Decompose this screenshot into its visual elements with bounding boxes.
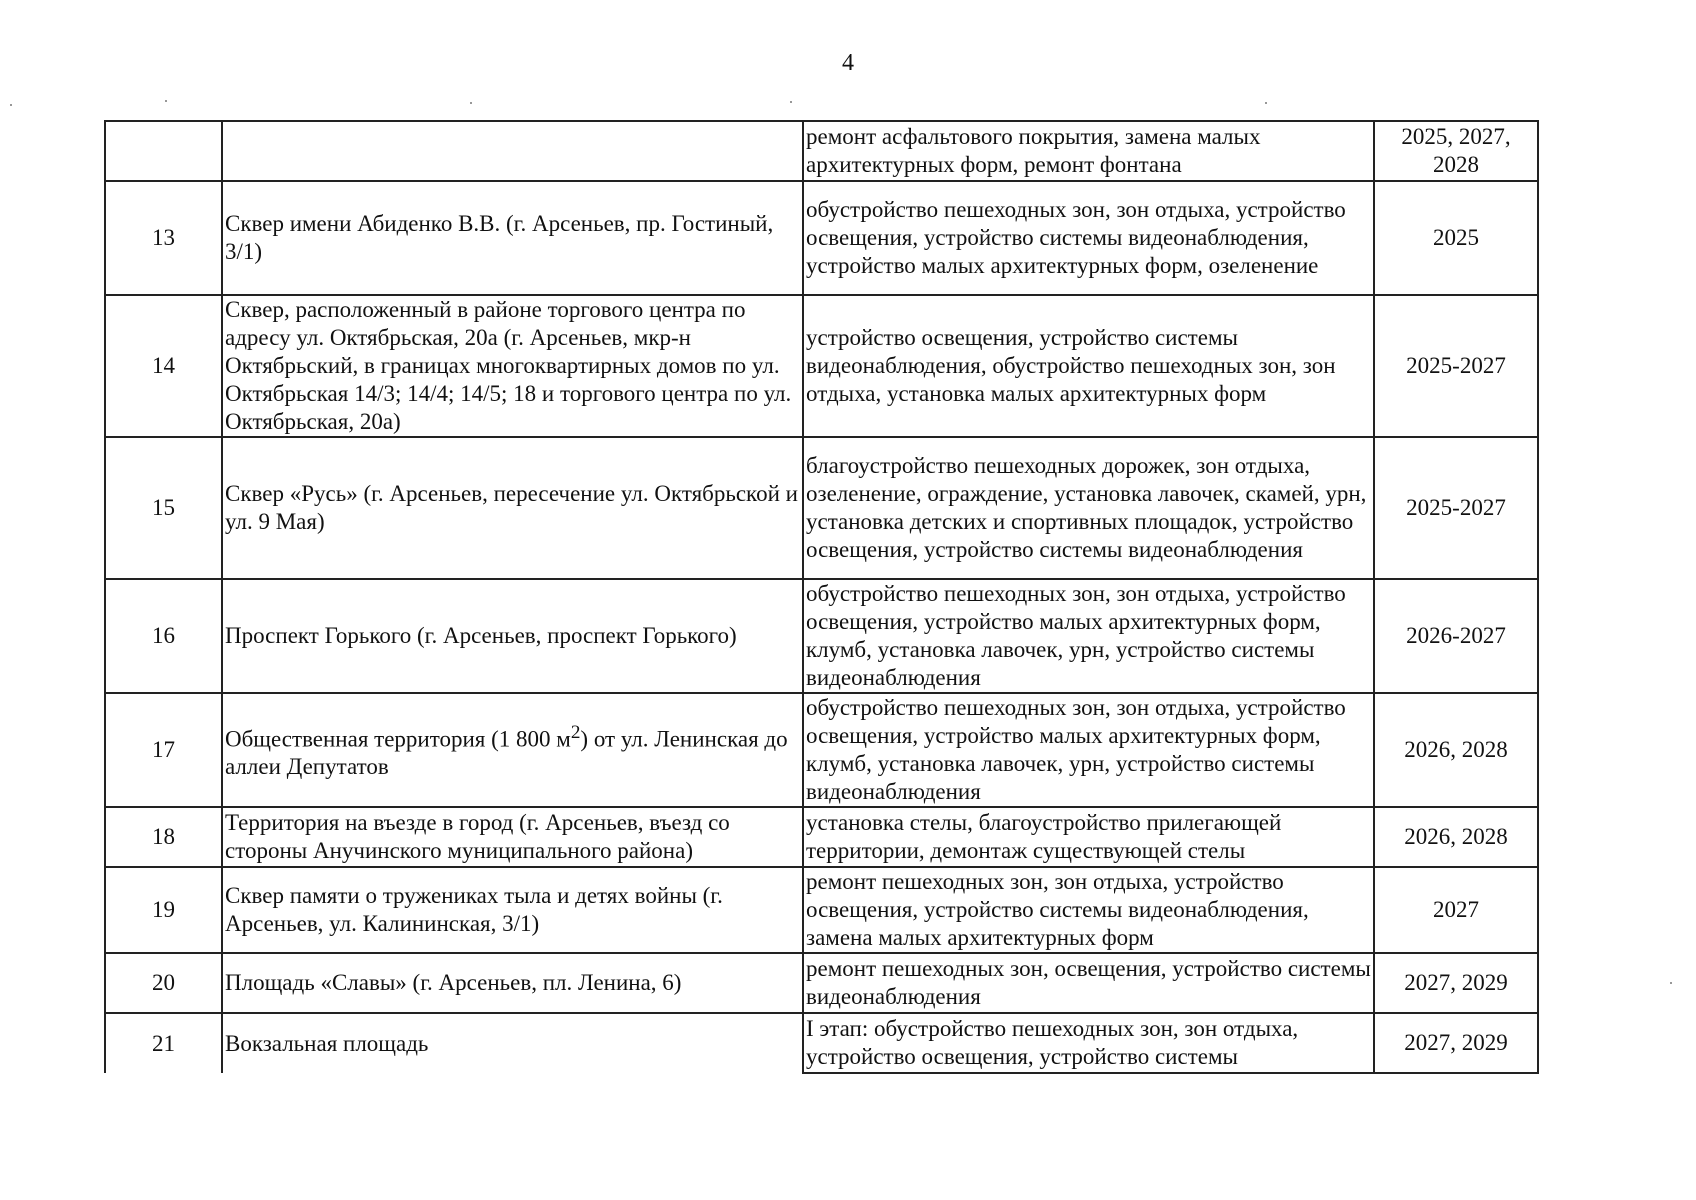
row-number-cell: 18 (105, 807, 222, 867)
years-cell: 2027 (1374, 867, 1538, 953)
territory-name-text: Общественная территория (1 800 м (225, 726, 571, 752)
row-number-cell: 14 (105, 295, 222, 437)
table-row (105, 807, 1538, 867)
scan-artifact (1670, 982, 1672, 984)
table-row (105, 867, 1538, 953)
years-cell: 2025-2027 (1374, 295, 1538, 437)
superscript-exponent: 2 (570, 721, 581, 743)
table-row (105, 437, 1538, 579)
territory-name-cell: Проспект Горького (г. Арсеньев, проспект Горького) (222, 579, 803, 693)
improvement-plan-table (104, 120, 1539, 1074)
scan-artifact (790, 101, 792, 103)
territory-name-cell: Сквер «Русь» (г. Арсеньев, пересечение ул. Октябрьской и ул. 9 Мая) (222, 437, 803, 579)
years-cell: 2026, 2028 (1374, 807, 1538, 867)
table-row (105, 693, 1538, 807)
works-cell: обустройство пешеходных зон, зон отдыха, устройство освещения, устройство малых архитектурных форм, клумб, установка лавочек, урн, устройство системы видеонаблюдения (803, 693, 1374, 807)
table-row (105, 953, 1538, 1013)
territory-name-text-continued: ) от ул. Ленинская до аллеи Депутатов (225, 726, 788, 780)
table-row (105, 1013, 1538, 1073)
works-cell: благоустройство пешеходных дорожек, зон отдыха, озеленение, ограждение, установка лавочек, скамей, урн, установка детских и спортивных площадок, устройство освещения, устройство системы видеонаблюдения (803, 437, 1374, 579)
years-cell: 2026, 2028 (1374, 693, 1538, 807)
works-cell: ремонт пешеходных зон, зон отдыха, устройство освещения, устройство системы видеонаблюдения, замена малых архитектурных форм (803, 867, 1374, 953)
territory-name-cell (222, 121, 803, 181)
territory-name-cell: Вокзальная площадь (222, 1013, 803, 1073)
works-cell: ремонт пешеходных зон, освещения, устройство системы видеонаблюдения (803, 953, 1374, 1013)
row-number-cell: 20 (105, 953, 222, 1013)
row-number-cell: 16 (105, 579, 222, 693)
works-cell: обустройство пешеходных зон, зон отдыха, устройство освещения, устройство системы видеонаблюдения, устройство малых архитектурных форм, озеленение (803, 181, 1374, 295)
works-cell: устройство освещения, устройство системы видеонаблюдения, обустройство пешеходных зон, зон отдыха, установка малых архитектурных форм (803, 295, 1374, 437)
territory-name-cell: Территория на въезде в город (г. Арсеньев, въезд со стороны Анучинского муниципального района) (222, 807, 803, 867)
row-number-cell: 19 (105, 867, 222, 953)
territory-name-cell: Сквер имени Абиденко В.В. (г. Арсеньев, пр. Гостиный, 3/1) (222, 181, 803, 295)
row-number-cell: 21 (105, 1013, 222, 1073)
works-cell: ремонт асфальтового покрытия, замена малых архитектурных форм, ремонт фонтана (803, 121, 1374, 181)
row-number-cell: 15 (105, 437, 222, 579)
table-row (105, 181, 1538, 295)
row-number-cell: 17 (105, 693, 222, 807)
works-cell: I этап: обустройство пешеходных зон, зон отдыха, устройство освещения, устройство системы (803, 1013, 1374, 1073)
works-cell: установка стелы, благоустройство прилегающей территории, демонтаж существующей стелы (803, 807, 1374, 867)
scan-artifact (470, 102, 472, 104)
row-number-cell (105, 121, 222, 181)
scan-artifact (1265, 102, 1267, 104)
territory-name-cell: Площадь «Славы» (г. Арсеньев, пл. Ленина, 6) (222, 953, 803, 1013)
years-cell: 2027, 2029 (1374, 953, 1538, 1013)
scan-artifact (165, 100, 167, 102)
years-cell: 2025 (1374, 181, 1538, 295)
scan-artifact (10, 104, 12, 106)
works-cell: обустройство пешеходных зон, зон отдыха, устройство освещения, устройство малых архитектурных форм, клумб, установка лавочек, урн, устройство системы видеонаблюдения (803, 579, 1374, 693)
row-number-cell: 13 (105, 181, 222, 295)
territory-name-cell: Сквер памяти о тружениках тыла и детях войны (г. Арсеньев, ул. Калининская, 3/1) (222, 867, 803, 953)
years-cell: 2025, 2027, 2028 (1374, 121, 1538, 181)
years-cell: 2027, 2029 (1374, 1013, 1538, 1073)
table-row (105, 121, 1538, 181)
territory-name-cell: Сквер, расположенный в районе торгового центра по адресу ул. Октябрьская, 20а (г. Арсеньев, мкр-н Октябрьский, в границах многоквартирных домов по ул. Октябрьская 14/3; 14/4; 14/5; 18 и торгового центра по ул. Октябрьская, 20а) (222, 295, 803, 437)
page-number: 4 (842, 50, 854, 76)
years-cell: 2026-2027 (1374, 579, 1538, 693)
table-row (105, 579, 1538, 693)
table-row (105, 295, 1538, 437)
territory-name-cell (222, 693, 803, 807)
years-cell: 2025-2027 (1374, 437, 1538, 579)
